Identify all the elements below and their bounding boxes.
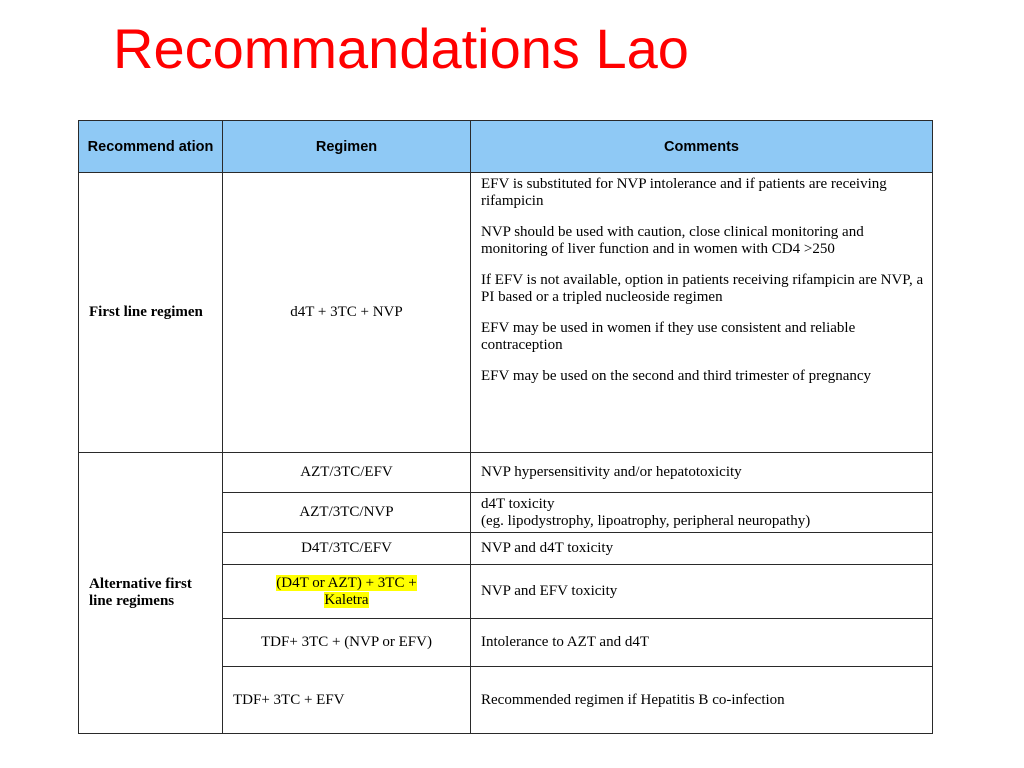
first-line-comment: NVP should be used with caution, close clinical monitoring and monitoring of liver function and in women with CD4 >250 (481, 224, 864, 257)
table-row-alt-1 (79, 453, 933, 493)
table-header-row (79, 121, 933, 173)
first-line-label: First line regimen (79, 173, 223, 453)
alt-regimen: D4T/3TC/EFV (223, 533, 471, 565)
alt-comment: Intolerance to AZT and d4T (471, 619, 933, 667)
header-comments: Comments (471, 121, 933, 173)
first-line-regimen: d4T + 3TC + NVP (223, 173, 471, 453)
header-regimen: Regimen (223, 121, 471, 173)
alt-comment: NVP and EFV toxicity (471, 565, 933, 619)
highlighted-text: Kaletra (324, 591, 369, 608)
alt-comment-line: (eg. lipodystrophy, lipoatrophy, peripheral neuropathy) (481, 512, 811, 529)
alt-regimen: TDF+ 3TC + (NVP or EFV) (223, 619, 471, 667)
slide-title: Recommandations Lao (113, 17, 689, 80)
first-line-comment: If EFV is not available, option in patients receiving rifampicin are NVP, a PI based or a tripled nucleoside regimen (481, 272, 924, 305)
alternative-label: Alternative first line regimens (79, 453, 223, 734)
alt-regimen: AZT/3TC/NVP (223, 493, 471, 533)
alt-regimen-highlighted (223, 565, 471, 619)
alt-comment: Recommended regimen if Hepatitis B co-infection (471, 667, 933, 734)
alt-comment (471, 493, 933, 533)
recommendations-table (78, 120, 933, 734)
alt-comment-line: d4T toxicity (481, 495, 555, 512)
table-row-first-line (79, 173, 933, 453)
alt-comment: NVP hypersensitivity and/or hepatotoxicity (471, 453, 933, 493)
highlighted-text: (D4T or AZT) + 3TC + (276, 574, 417, 591)
first-line-comment: EFV is substituted for NVP intolerance and if patients are receiving rifampicin (481, 176, 887, 209)
header-recommendation: Recommend ation (79, 121, 223, 173)
first-line-comments (471, 173, 933, 453)
alt-regimen: TDF+ 3TC + EFV (223, 667, 471, 734)
first-line-comment: EFV may be used on the second and third trimester of pregnancy (481, 368, 872, 384)
alt-regimen: AZT/3TC/EFV (223, 453, 471, 493)
first-line-comment: EFV may be used in women if they use consistent and reliable contraception (481, 320, 856, 353)
alt-comment: NVP and d4T toxicity (471, 533, 933, 565)
